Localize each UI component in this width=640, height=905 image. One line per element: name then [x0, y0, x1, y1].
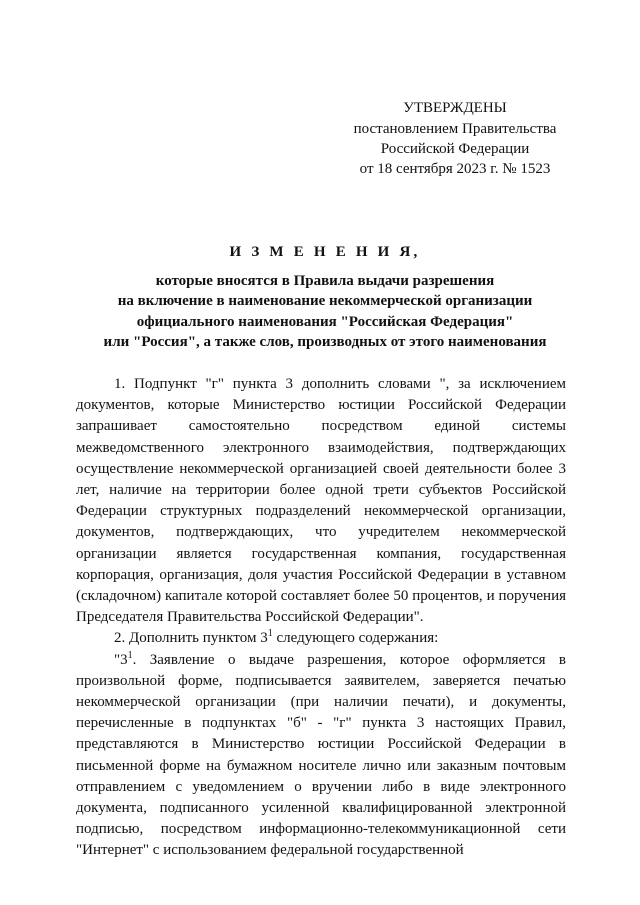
approval-line-1: постановлением Правительства: [353, 121, 557, 137]
paragraph-3-open: "3: [114, 651, 128, 668]
document-title-block: [60, 242, 590, 353]
superscript-index: 1: [127, 649, 133, 661]
paragraph-3-text: . Заявление о выдаче разрешения, которое оформляется в произвольной форме, подписывается заявителем, заверяется печатью некоммерческой организации (при наличии печати), и документы, перечисленные в подпунктах "б" - "г" пункта 3 настоящих Правил, представляются в Министерство юстиции Российской Федерации в письменной форме на бумажном носителе лично или заказным почтовым отправлением с уведомлением о вручении либо в виде электронного документа, подписанного усиленной квалифицированной электронной подписью, посредством информационно-телекоммуникационной сети "Интернет" с использованием федеральной государственной: [76, 651, 566, 859]
document-title: И З М Е Н Е Н И Я,: [229, 244, 421, 260]
approval-line-3: от 18 сентября 2023 г. № 1523: [359, 161, 551, 177]
subtitle-line-2: на включение в наименование некоммерческой организации: [117, 293, 533, 309]
paragraph-2-text-end: следующего содержания:: [272, 630, 439, 647]
paragraph-3: [76, 650, 566, 862]
subtitle-line-1: которые вносятся в Правила выдачи разрешения: [155, 272, 495, 289]
approval-line-2: Российской Федерации: [380, 141, 530, 157]
subtitle-line-3: официального наименования "Российская Федерация": [136, 313, 514, 330]
approval-heading: УТВЕРЖДЕНЫ: [403, 100, 507, 116]
paragraph-1: 1. Подпункт "г" пункта 3 дополнить словами ", за исключением документов, которые Министерство юстиции Российской Федерации запрашивает самостоятельно посредством единой системы межведомственного электронного взаимодействия, подтверждающих осуществление некоммерческой организацией своей деятельности более 3 лет, наличие на территории более одной трети субъектов Российской Федерации структурных подразделений некоммерческой организации, документов, подтверждающих, что учредителем некоммерческой организации является государственная компания, государственная корпорация, организация, доля участия Российской Федерации в уставном (складочном) капитале которой составляет более 50 процентов, и поручения Председателя Правительства Российской Федерации".: [76, 376, 566, 626]
paragraph-2-text-start: 2. Дополнить пунктом 3: [114, 630, 268, 647]
superscript-index: 1: [267, 628, 273, 640]
approval-stamp: [330, 98, 580, 179]
document-body: [76, 374, 566, 862]
paragraph-2: [76, 628, 566, 649]
subtitle-line-4: или "Россия", а также слов, производных от этого наименования: [103, 334, 547, 350]
